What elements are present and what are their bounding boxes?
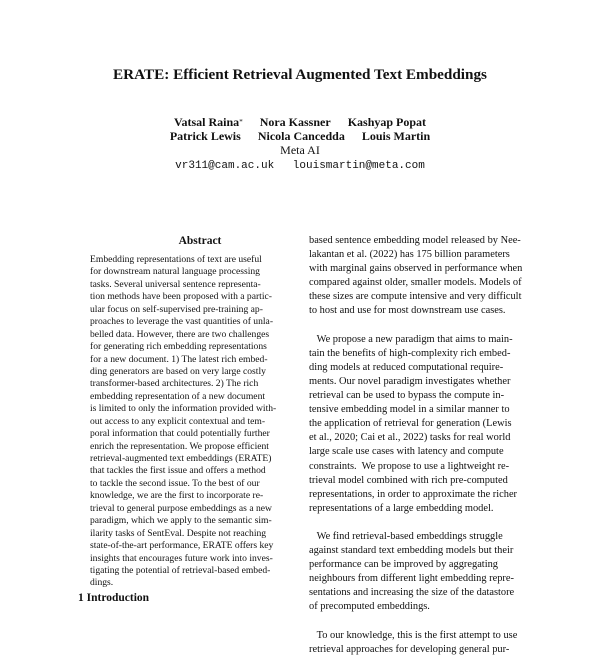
abstract-heading: Abstract	[178, 235, 222, 247]
body-text-line: to host and use for most downstream use cases.	[309, 305, 506, 317]
author-name: Louis Martin	[361, 129, 431, 143]
body-text-line: retrieval approaches for developing general pur-	[309, 643, 510, 655]
body-text-line: lakantan et al. (2022) has 175 billion parameters	[309, 249, 510, 261]
body-text-line: large scale use cases with latency and compute	[309, 446, 504, 458]
body-text-line: et al., 2020; Cai et al., 2022) tasks for real world	[309, 432, 511, 444]
author-name: Nicola Cancedda	[257, 129, 345, 143]
body-text-line: based sentence embedding model released by Nee-	[309, 235, 521, 246]
abstract-line: paradigm, which we apply to the semantic sim-	[90, 515, 272, 527]
author-name: Nora Kassner	[259, 115, 331, 129]
abstract-line: for generating rich embedding representations	[90, 341, 267, 353]
abstract-line: retrieval-augmented text embeddings (ERATE)	[90, 453, 272, 464]
abstract-line: tasks. Several universal sentence representa-	[90, 278, 261, 290]
abstract-line: out access to any explicit contextual and tem-	[90, 415, 266, 427]
email: louismartin@meta.com	[292, 160, 425, 172]
author-row-2	[0, 129, 600, 144]
body-text-line: tain the benefits of high-complexity rich embed-	[309, 347, 511, 359]
abstract-line: tion methods have been proposed with a partic-	[90, 291, 272, 303]
body-text-line	[309, 319, 545, 333]
body-text-line: performance can be improved by aggregating	[309, 559, 498, 571]
affiliation: Meta AI	[280, 143, 320, 157]
author-row-1	[0, 115, 600, 130]
abstract-line: trieval to general purpose embeddings as a new	[90, 502, 272, 514]
abstract-line: ular focus on self-supervised pre-training ap-	[90, 303, 263, 315]
abstract-body	[90, 254, 310, 590]
abstract-line: for a new document. 1) The latest rich embed-	[90, 353, 268, 365]
body-text-line: neighbours from different light embedding repre-	[309, 573, 514, 585]
body-text-line: compared against older, smaller models. Models of	[309, 277, 522, 289]
body-text-line: We find retrieval-based embeddings struggle	[309, 530, 503, 542]
abstract-line: dings.	[90, 577, 114, 589]
body-text-line: trieval model combined with rich pre-computed	[309, 474, 508, 486]
abstract-line: transformer-based architectures. 2) The rich	[90, 378, 259, 390]
email: vr311@cam.ac.uk	[175, 160, 275, 172]
author-name: Patrick Lewis	[169, 129, 241, 143]
abstract-line: enrich the representation. We propose efficient	[90, 440, 269, 452]
author-name	[174, 115, 243, 130]
abstract-line: insights that encourages future work into inves-	[90, 552, 273, 564]
paper-title: ERATE: Efficient Retrieval Augmented Text Embeddings	[113, 66, 487, 83]
abstract-line: embedding representation of a new document	[90, 390, 266, 402]
body-text-line: tensive embedding model in a similar manner to	[309, 404, 510, 416]
body-text-line: with marginal gains observed in performance when	[309, 263, 523, 275]
abstract-line: Embedding representations of text are useful	[90, 254, 262, 265]
author-name-text: Vatsal Raina	[173, 115, 240, 129]
abstract-line: poral information that could potentially further	[90, 428, 270, 440]
body-text-line: the application of retrieval for generation (Lewis	[309, 418, 512, 430]
abstract-line: to tackle the second issue. To the best of our	[90, 477, 260, 489]
body-text-right-column	[309, 234, 545, 657]
body-text-line	[309, 516, 545, 530]
author-footnote-mark: *	[239, 118, 243, 126]
author-name: Kashyap Popat	[347, 115, 427, 129]
body-text-line: sentations and increasing the size of the datastore	[309, 587, 515, 599]
abstract-line: belled data. However, there are two challenges	[90, 328, 270, 340]
abstract-line: ilarity tasks of SentEval. Despite not reaching	[90, 527, 267, 539]
abstract-line: ding generators are based on very large costly	[90, 365, 266, 377]
body-text-line: of precomputed embeddings.	[309, 601, 430, 613]
author-emails	[0, 159, 600, 174]
body-text-line: against standard text embedding models but their	[309, 545, 514, 557]
abstract-line: proaches to leverage the vast quantities of unla-	[90, 316, 274, 328]
body-text-line: representations of a large embedding model.	[309, 502, 494, 514]
abstract-line: is limited to only the information provided with-	[90, 403, 277, 415]
abstract-line: that tackles the first issue and offers a method	[90, 465, 266, 477]
abstract-line: tigating the potential of retrieval-based embed-	[90, 564, 271, 576]
body-text-line: We propose a new paradigm that aims to main-	[309, 333, 513, 345]
body-text-line: constraints. We propose to use a lightweight re-	[309, 460, 510, 472]
abstract-line: state-of-the-art performance, ERATE offers key	[90, 540, 274, 552]
section-heading-introduction: 1 Introduction	[78, 592, 150, 604]
abstract-line: for downstream natural language processing	[90, 266, 260, 278]
abstract-line: knowledge, we are the first to incorporate re-	[90, 490, 264, 502]
body-text-line: these sizes are compute intensive and very difficult	[309, 291, 522, 303]
body-text-line: retrieval can be used to bypass the compute in-	[309, 390, 505, 402]
body-text-line: ments. Our novel paradigm investigates whether	[309, 375, 511, 387]
body-text-line	[309, 615, 545, 629]
body-text-line: ding models at reduced computational require-	[309, 361, 504, 373]
body-text-line: representations, in order to approximate the richer	[309, 488, 518, 500]
body-text-line: To our knowledge, this is the first attempt to use	[309, 629, 518, 641]
